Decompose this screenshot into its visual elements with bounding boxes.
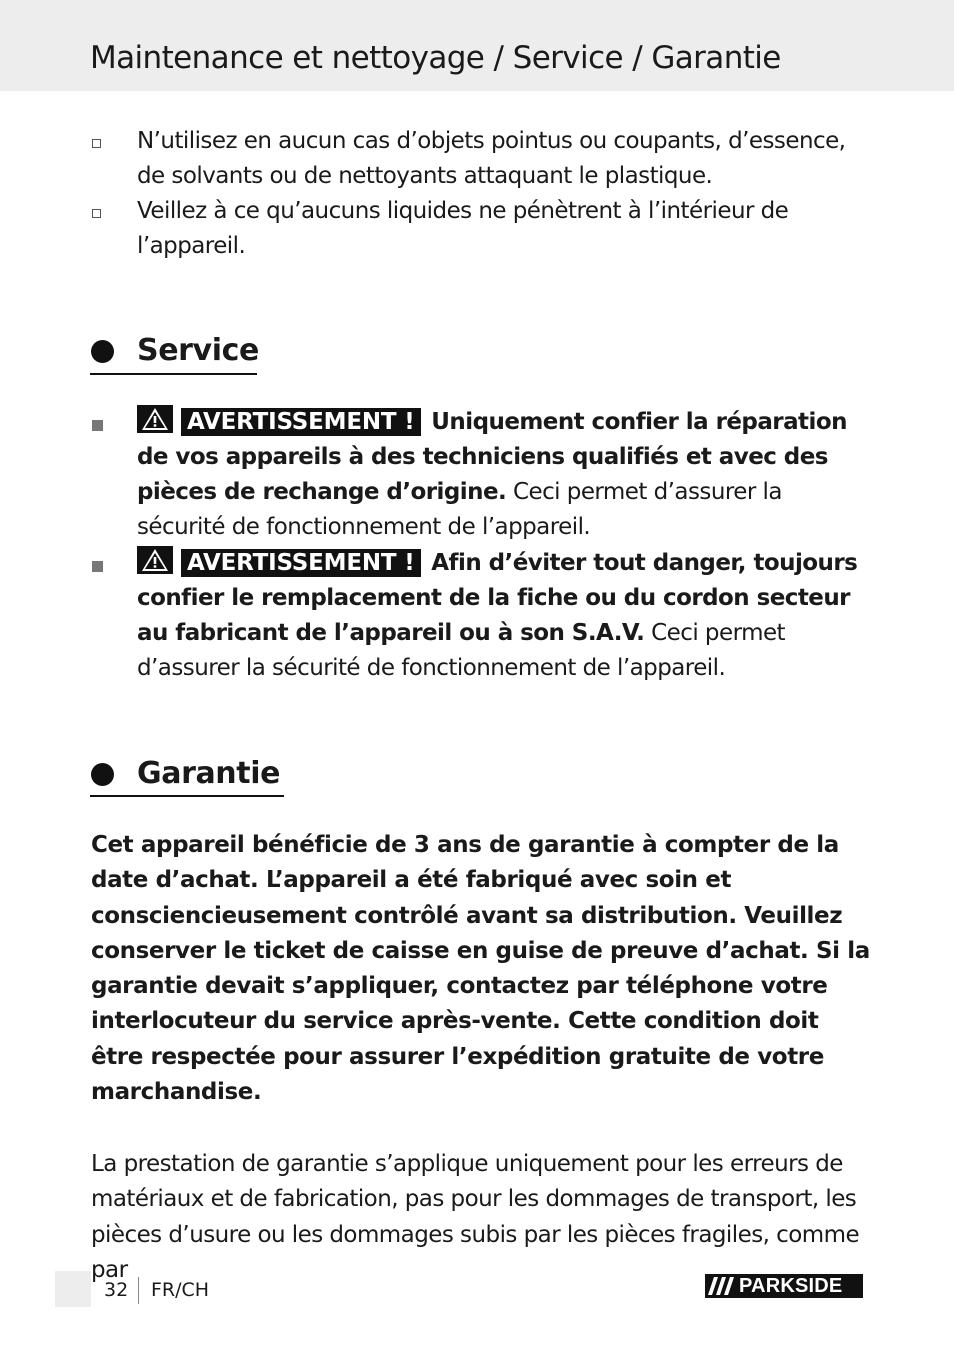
warning-triangle-icon xyxy=(137,546,173,574)
warning-bold-text: Uniquement confier la réparation de vos appareils à des techniciens qualifiés et avec des pièces de rechange d’origine. xyxy=(137,409,847,505)
page-title: Maintenance et nettoyage / Service / Garantie xyxy=(90,40,781,76)
section-underline xyxy=(90,795,284,797)
hollow-bullet-icon xyxy=(92,139,101,148)
cleaning-item: Veillez à ce qu’aucuns liquides ne pénètrent à l’intérieur de l’appareil. xyxy=(137,198,789,259)
section-heading-garantie: Garantie xyxy=(137,756,281,791)
cleaning-item: N’utilisez en aucun cas d’objets pointus ou coupants, d’essence, de solvants ou de nettoyants attaquant le plastique. xyxy=(137,128,846,189)
section-heading-service: Service xyxy=(137,333,259,368)
brand-logo xyxy=(705,1274,863,1298)
page-number: 32 xyxy=(104,1279,129,1301)
warning-normal-text: Ceci permet d’assurer la sécurité de fonctionnement de l’appareil. xyxy=(137,620,786,681)
warning-bold-text: Afin d’éviter tout danger, toujours confier le remplacement de la fiche ou du cordon secteur au fabricant de l’appareil ou à son S.A.V. xyxy=(137,550,858,646)
footer-divider xyxy=(138,1277,139,1304)
warning-item xyxy=(137,405,867,545)
warning-badge: AVERTISSEMENT ! xyxy=(181,408,421,436)
brand-name: PARKSIDE xyxy=(739,1275,843,1297)
garantie-paragraph: La prestation de garantie s’applique uniquement pour les erreurs de matériaux et de fabrication, pas pour les dommages de transport, les pièces d’usure ou les dommages subis par les pièces fragiles, comme par xyxy=(91,1151,860,1283)
language-code: FR/CH xyxy=(151,1279,210,1301)
square-bullet-icon xyxy=(92,561,103,572)
garantie-bold-paragraph: Cet appareil bénéficie de 3 ans de garantie à compter de la date d’achat. L’appareil a été fabriqué avec soin et consciencieusement contrôlé avant sa distribution. Veuillez conserver le ticket de caisse en guise de preuve d’achat. Si la garantie devait s’appliquer, contactez par téléphone votre interlocuteur du service après-vente. Cette condition doit être respectée pour assurer l’expédition gratuite de votre marchandise. xyxy=(91,832,870,1106)
square-bullet-icon xyxy=(92,420,103,431)
hollow-bullet-icon xyxy=(92,209,101,218)
warning-normal-text: Ceci permet d’assurer la sécurité de fonctionnement de l’appareil. xyxy=(137,479,782,540)
section-bullet-icon xyxy=(91,340,114,363)
warning-badge: AVERTISSEMENT ! xyxy=(181,549,421,577)
brand-stripes-icon xyxy=(705,1274,739,1298)
warning-triangle-icon xyxy=(137,405,173,433)
footer-marker xyxy=(55,1271,91,1307)
section-bullet-icon xyxy=(91,763,114,786)
section-underline xyxy=(90,373,257,375)
warning-item xyxy=(137,546,867,686)
